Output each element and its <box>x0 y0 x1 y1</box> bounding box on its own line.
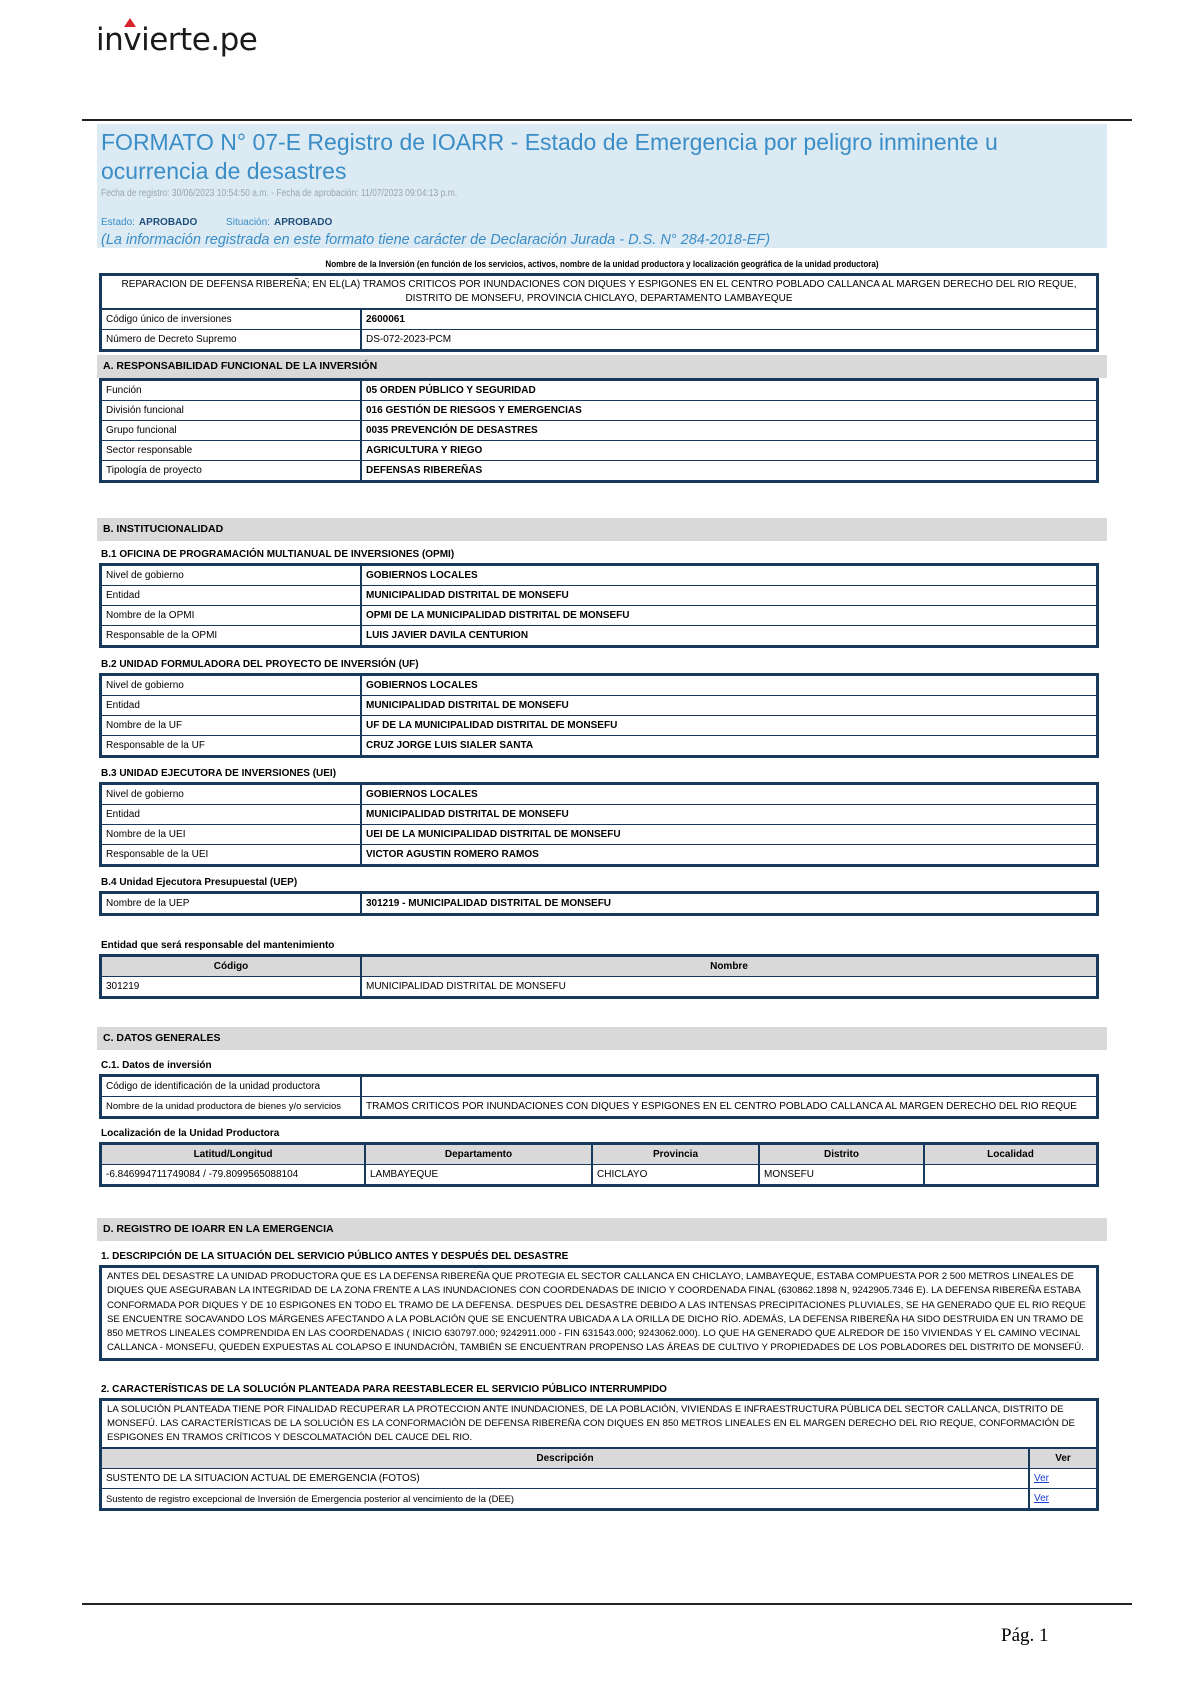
table-header-row: Latitud/Longitud Departamento Provincia Distrito Localidad <box>102 1145 1096 1165</box>
b1-table <box>99 563 1099 648</box>
sworn-declaration-note: (La información registrada en este formato tiene carácter de Declaración Jurada - D.S. N° 284-2018-EF) <box>101 232 771 248</box>
table-header-row: Código Nombre <box>102 957 1096 977</box>
table-row: Sector responsable AGRICULTURA Y RIEGO <box>102 441 1096 461</box>
logo-roof-icon <box>124 18 136 27</box>
bottom-rule <box>82 1603 1132 1605</box>
table-header-row: Descripción Ver <box>102 1449 1096 1469</box>
location-title: Localización de la Unidad Productora <box>101 1128 280 1139</box>
table-row: -6.846994711749084 / -79.8099565088104 LAMBAYEQUE CHICLAYO MONSEFU <box>102 1165 1096 1184</box>
table-row: Nivel de gobierno GOBIERNOS LOCALES <box>102 785 1096 805</box>
table-row: 301219 MUNICIPALIDAD DISTRITAL DE MONSEFU <box>102 977 1096 996</box>
table-row: Entidad MUNICIPALIDAD DISTRITAL DE MONSEFU <box>102 805 1096 825</box>
d1-title: 1. DESCRIPCIÓN DE LA SITUACIÓN DEL SERVICIO PÚBLICO ANTES Y DESPUÉS DEL DESASTRE <box>101 1251 569 1262</box>
table-row: SUSTENTO DE LA SITUACION ACTUAL DE EMERGENCIA (FOTOS) Ver <box>102 1469 1096 1489</box>
record-dates: Fecha de registro: 30/06/2023 10:54:50 a.m. - Fecha de aprobación: 11/07/2023 09:04:13 p.m. <box>101 188 458 199</box>
table-row: Entidad MUNICIPALIDAD DISTRITAL DE MONSEFU <box>102 586 1096 606</box>
view-document-link[interactable]: Ver <box>1034 1493 1050 1504</box>
location-table <box>99 1142 1099 1187</box>
table-row: Responsable de la UEI VICTOR AGUSTIN ROMERO RAMOS <box>102 845 1096 864</box>
invierte-pe-logo: invierte.pe <box>96 22 257 58</box>
d2-description: LA SOLUCIÓN PLANTEADA TIENE POR FINALIDAD RECUPERAR LA PROTECCION ANTE INUNDACIONES, DE LA POBLACIÓN, VIVIENDAS E INFRAESTRUCTURA PÚBLICA DEL SECTOR CALLANCA, DISTRITO DE MONSEFÚ. LAS CARACTERÍSTICAS DE LA SOLUCIÓN ES LA CONFORMACIÓN DE DEFENSA RIBEREÑA CON DIQUES EN 850 METROS LINEALES EN EL MARGEN DERECHO DEL RIO REQUE, CONFORMACIÓN DE ESPIGONES EN TRAMOS CRÍTICOS Y DESCOLMATACIÓN DEL CAUCE DEL RIO. <box>102 1401 1096 1449</box>
section-a-title: A. RESPONSABILIDAD FUNCIONAL DE LA INVERSIÓN <box>97 355 1107 378</box>
table-row: Nombre de la unidad productora de bienes y/o servicios TRAMOS CRITICOS POR INUNDACIONES CON DIQUES Y ESPIGONES EN EL CENTRO POBLADO CALLANCA AL MARGEN DERECHO DEL RIO REQUE <box>102 1097 1096 1116</box>
investment-name-caption: Nombre de la Inversión (en función de los servicios, activos, nombre de la unidad productora y localización geográfica de la unidad productora) <box>325 259 879 270</box>
table-row: Tipología de proyecto DEFENSAS RIBEREÑAS <box>102 461 1096 480</box>
page-title: FORMATO N° 07-E Registro de IOARR - Estado de Emergencia por peligro inminente u ocurrencia de desastres <box>101 129 998 184</box>
c1-title: C.1. Datos de inversión <box>101 1060 212 1071</box>
b4-table <box>99 891 1099 916</box>
view-document-link[interactable]: Ver <box>1034 1473 1050 1484</box>
table-row: Responsable de la OPMI LUIS JAVIER DAVILA CENTURION <box>102 626 1096 645</box>
table-row: Función 05 ORDEN PÚBLICO Y SEGURIDAD <box>102 381 1096 401</box>
table-row: Número de Decreto Supremo DS-072-2023-PCM <box>102 330 1096 349</box>
b1-title: B.1 OFICINA DE PROGRAMACIÓN MULTIANUAL DE INVERSIONES (OPMI) <box>101 549 455 560</box>
section-a-table <box>99 378 1099 483</box>
maintenance-table <box>99 954 1099 999</box>
table-row: Nombre de la UF UF DE LA MUNICIPALIDAD DISTRITAL DE MONSEFU <box>102 716 1096 736</box>
table-row: Código de identificación de la unidad productora <box>102 1077 1096 1097</box>
table-row: Nombre de la UEP 301219 - MUNICIPALIDAD DISTRITAL DE MONSEFU <box>102 894 1096 913</box>
table-row: Nivel de gobierno GOBIERNOS LOCALES <box>102 676 1096 696</box>
b2-title: B.2 UNIDAD FORMULADORA DEL PROYECTO DE INVERSIÓN (UF) <box>101 659 419 670</box>
investment-name: REPARACION DE DEFENSA RIBEREÑA; EN EL(LA) TRAMOS CRITICOS POR INUNDACIONES CON DIQUES Y ESPIGONES EN EL CENTRO POBLADO CALLANCA AL MARGEN DERECHO DEL RIO REQUE, DISTRITO DE MONSEFU, PROVINCIA CHICLAYO, DEPARTAMENTO LAMBAYEQUE <box>121 279 1077 304</box>
table-row: Nivel de gobierno GOBIERNOS LOCALES <box>102 566 1096 586</box>
table-row: Entidad MUNICIPALIDAD DISTRITAL DE MONSEFU <box>102 696 1096 716</box>
table-row: División funcional 016 GESTIÓN DE RIESGOS Y EMERGENCIAS <box>102 401 1096 421</box>
table-row: Grupo funcional 0035 PREVENCIÓN DE DESASTRES <box>102 421 1096 441</box>
b2-table <box>99 673 1099 758</box>
section-b-title: B. INSTITUCIONALIDAD <box>97 518 1107 541</box>
status-line: Estado: APROBADO Situación: APROBADO <box>101 217 333 228</box>
b4-title: B.4 Unidad Ejecutora Presupuestal (UEP) <box>101 877 298 888</box>
page-number: Pág. 1 <box>1001 1625 1049 1646</box>
table-row: Responsable de la UF CRUZ JORGE LUIS SIALER SANTA <box>102 736 1096 755</box>
table-row: Sustento de registro excepcional de Inversión de Emergencia posterior al vencimiento de la (DEE) Ver <box>102 1489 1096 1508</box>
d1-description: ANTES DEL DESASTRE LA UNIDAD PRODUCTORA QUE ES LA DEFENSA RIBEREÑA QUE PROTEGIA EL SECTOR CALLANCA EN CHICLAYO, LAMBAYEQUE, ESTABA COMPUESTA POR 2 500 METROS LINEALES DE DIQUES QUE ASEGURABAN LA INTEGRIDAD DE LA ZONA FRENTE A LAS INUNDACIONES CON COORDENADAS DE INICIO Y COORDENADA FINAL (630862.1898 N, 9242905.7346 E). LA DEFENSA RIBEREÑA ESTABA CONFORMADA POR DIQUES Y DE 10 ESPIGONES EN TODO EL TRAMO DE LA DEFENSA. DESPUES DEL DESASTRE DEBIDO A LAS INTENSAS PRECIPITACIONES PLUVIALES, SE HA GENERADO QUE EL RIO REQUE SE ENCUENTRE SOCAVANDO LOS MÁRGENES AFECTANDO A LA POBLACIÓN QUE SE ENCUENTRA UBICADA A LA ORILLA DE DICHO RÍO. ADEMÁS, LA DEFENSA RIBEREÑA HA SIDO DESTRUIDA EN UN TRAMO DE 850 METROS LINEALES COMPRENDIDA EN LAS COORDENADAS ( INICIO 630797.000; 9242911.000 - FIN 631543.000; 9243062.000). LO QUE HA GENERADO QUE ALREDOR DE 150 VIVIENDAS Y EL CAMINO VECINAL CALLANCA - MONSEFU, QUEDEN EXPUESTAS AL COLAPSO E INUNDACIÓN, TAMBIÉN SE ENCUENTRAN PROPENSO LAS ÁREAS DE CULTIVO Y PROPIEDADES DE LOS POBLADORES DEL DISTRITO DE MONSEFÚ. <box>107 1271 1086 1354</box>
top-rule <box>82 119 1132 121</box>
table-row: Código único de inversiones 2600061 <box>102 308 1096 330</box>
investment-name-box <box>99 273 1099 352</box>
d1-text-box <box>99 1265 1099 1361</box>
table-row: Nombre de la OPMI OPMI DE LA MUNICIPALIDAD DISTRITAL DE MONSEFU <box>102 606 1096 626</box>
b3-table <box>99 782 1099 867</box>
b3-title: B.3 UNIDAD EJECUTORA DE INVERSIONES (UEI) <box>101 768 337 779</box>
section-d-title: D. REGISTRO DE IOARR EN LA EMERGENCIA <box>97 1218 1107 1241</box>
section-c-title: C. DATOS GENERALES <box>97 1027 1107 1050</box>
situacion-value: APROBADO <box>273 217 333 228</box>
maintenance-title: Entidad que será responsable del mantenimiento <box>101 940 335 951</box>
d2-title: 2. CARACTERÍSTICAS DE LA SOLUCIÓN PLANTEADA PARA REESTABLECER EL SERVICIO PÚBLICO INTERRUMPIDO <box>101 1384 667 1395</box>
d2-table <box>99 1398 1099 1511</box>
estado-value: APROBADO <box>138 217 198 228</box>
table-row: Nombre de la UEI UEI DE LA MUNICIPALIDAD DISTRITAL DE MONSEFU <box>102 825 1096 845</box>
c1-table <box>99 1074 1099 1119</box>
